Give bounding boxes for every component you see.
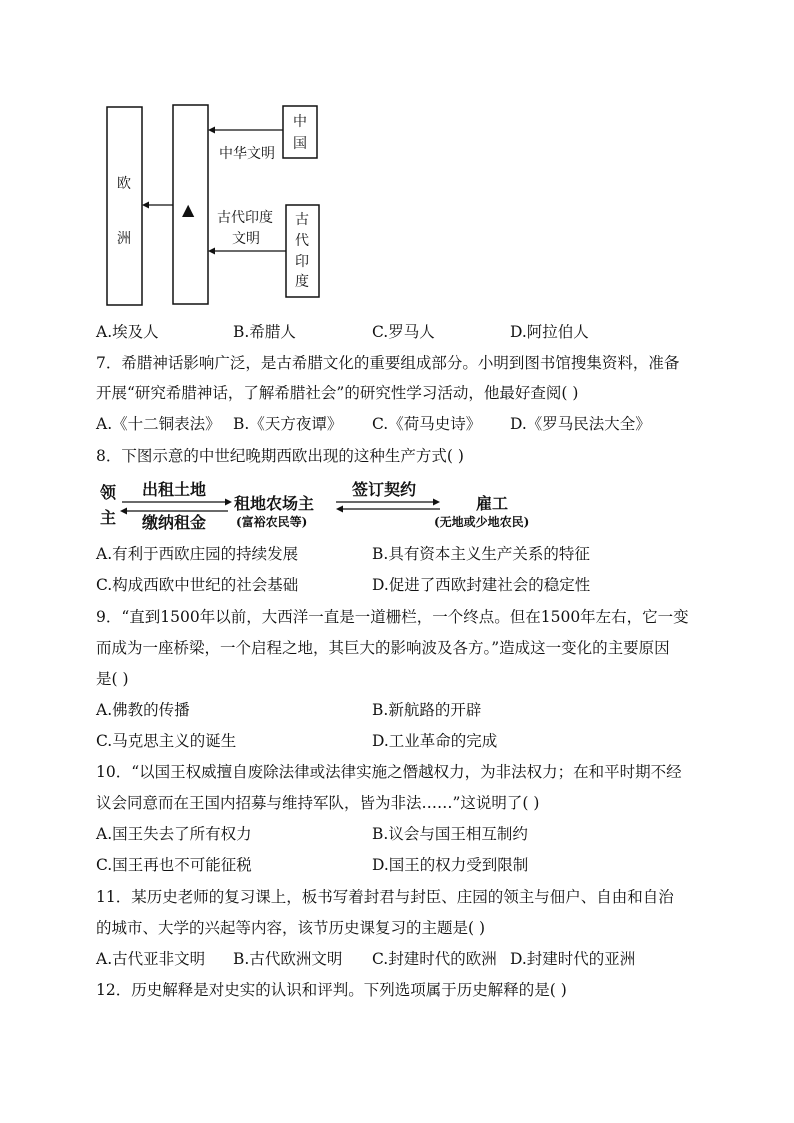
q11-stem-line-2: 的城市、大学的兴起等内容，该节历史课复习的主题是( ) [96,919,486,937]
q10-option-b[interactable]: B.议会与国王相互制约 [372,825,528,843]
q6-option-a[interactable]: A.埃及人 [96,323,159,341]
rent-out-arrowhead [225,499,232,506]
china-civilization-label: 中华文明 [219,146,275,162]
q11-option-c[interactable]: C.封建时代的欧洲 [372,950,497,968]
q12-stem: 12．历史解释是对史实的认识和评判。下列选项属于历史解释的是( ) [96,981,567,999]
production-mode-diagram [100,478,560,534]
q9-stem-line-3: 是( ) [96,670,129,688]
q6-option-b[interactable]: B.希腊人 [233,323,296,341]
india-civilization-label-2: 文明 [232,231,260,247]
q10-option-d[interactable]: D.国王的权力受到限制 [372,856,529,874]
lord-char-1: 领 [100,483,117,502]
q10-stem-line-1: 10．“以国王权威擅自废除法律或法律实施之僭越权力，为非法权力；在和平时期不经 [96,763,682,781]
pay-rent-label: 缴纳租金 [142,513,207,532]
q8-option-d[interactable]: D.促进了西欧封建社会的稳定性 [372,576,591,594]
q6-option-c[interactable]: C.罗马人 [372,323,435,341]
q10-stem-line-2: 议会同意而在王国内招募与维持军队，皆为非法……”这说明了( ) [96,794,540,812]
laborer-label: 雇工 [476,494,509,513]
pay-rent-arrowhead [120,508,127,515]
india-char-3: 印 [295,254,309,270]
q9-option-d[interactable]: D.工业革命的完成 [372,732,498,750]
arrowhead-to-europe [142,202,149,209]
laborer-note: (无地或少地农民) [434,515,530,529]
india-char-1: 古 [295,212,309,228]
q11-option-a[interactable]: A.古代亚非文明 [96,950,206,968]
europe-char-1: 欧 [117,176,131,192]
q9-option-b[interactable]: B.新航路的开辟 [372,701,482,719]
q9-stem-line-1: 9．“直到1500年以前，大西洋一直是一道栅栏，一个终点。但在1500年左右，它一变 [96,608,689,626]
india-civilization-label-1: 古代印度 [217,210,273,226]
q9-option-c[interactable]: C.马克思主义的诞生 [96,732,237,750]
q9-option-a[interactable]: A.佛教的传播 [96,701,190,719]
q7-option-b[interactable]: B.《天方夜谭》 [233,415,343,433]
q7-option-c[interactable]: C.《荷马史诗》 [372,415,482,433]
china-char-1: 中 [293,114,307,130]
q6-option-d[interactable]: D.阿拉伯人 [510,323,589,341]
contract-arrowhead-right [433,499,440,506]
q7-stem-line-1: 7．希腊神话影响广泛，是古希腊文化的重要组成部分。小明到图书馆搜集资料，准备 [96,354,680,372]
q10-option-c[interactable]: C.国王再也不可能征税 [96,856,252,874]
europe-char-2: 洲 [117,231,131,247]
contract-arrowhead-left [336,506,343,513]
q10-option-a[interactable]: A.国王失去了所有权力 [96,825,252,843]
rent-out-land-label: 出租土地 [142,480,207,499]
europe-box [107,107,142,305]
q11-stem-line-1: 11．某历史老师的复习课上，板书写着封君与封臣、庄园的领主与佃户、自由和自治 [96,888,674,906]
lord-char-2: 主 [100,508,117,527]
india-char-2: 代 [295,233,309,249]
q11-option-d[interactable]: D.封建时代的亚洲 [510,950,636,968]
q7-option-d[interactable]: D.《罗马民法大全》 [510,415,651,433]
tenant-farmer-note: (富裕农民等) [236,515,308,529]
q8-option-c[interactable]: C.构成西欧中世纪的社会基础 [96,576,299,594]
q11-option-b[interactable]: B.古代欧洲文明 [233,950,343,968]
arrowhead-from-india [208,248,215,255]
q7-stem-line-2: 开展“研究希腊神话，了解希腊社会”的研究性学习活动，他最好查阅( ) [96,384,579,402]
tenant-farmer-label: 租地农场主 [234,494,315,513]
q8-stem: 8．下图示意的中世纪晚期西欧出现的这种生产方式( ) [96,447,464,465]
q9-stem-line-2: 而成为一座桥梁，一个启程之地，其巨大的影响波及各方。”造成这一变化的主要原因 [96,639,670,657]
triangle-marker: ▲ [182,200,195,219]
q7-option-a[interactable]: A.《十二铜表法》 [96,415,221,433]
civilization-diagram [0,0,794,320]
arrowhead-from-china [208,127,215,134]
contract-label: 签订契约 [352,480,417,499]
q8-option-a[interactable]: A.有利于西欧庄园的持续发展 [96,545,299,563]
india-char-4: 度 [295,274,309,290]
q8-option-b[interactable]: B.具有资本主义生产关系的特征 [372,545,590,563]
china-char-2: 国 [293,136,307,152]
